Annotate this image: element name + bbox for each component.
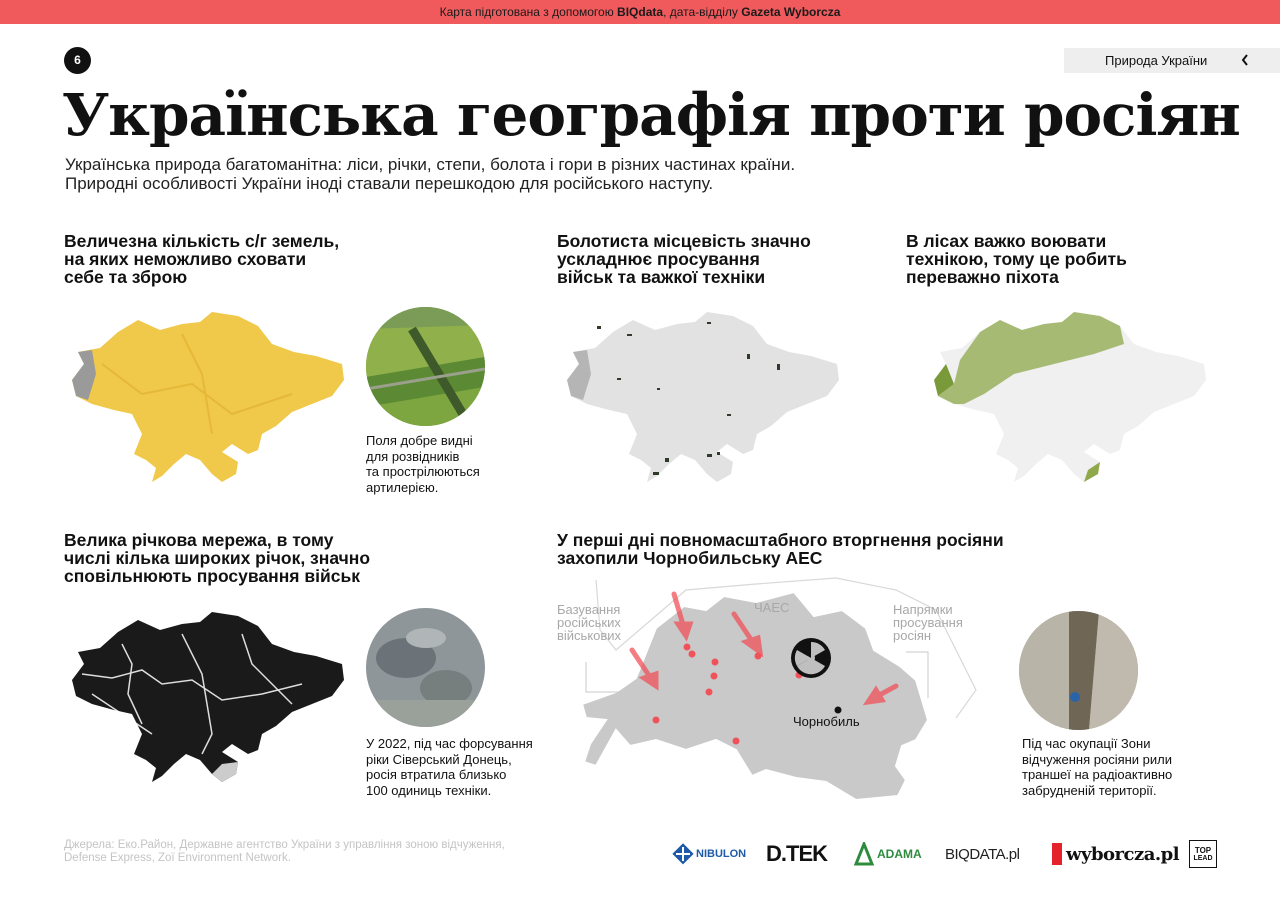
biqdata-logo: BIQDATA.pl <box>945 845 1020 863</box>
banner-text: Карта підготована з допомогою <box>439 5 618 19</box>
chevron-left-icon <box>1240 53 1250 67</box>
npp-label: ЧАЕС <box>754 600 790 615</box>
trench-caption: Під час окупації Зони відчуження росіяни рили траншеї на радіоактивно забрудненій території. <box>1022 736 1173 798</box>
radiation-icon <box>791 638 831 678</box>
fields-caption: Поля добре видні для розвідників та прострілюються артилерією. <box>366 433 480 495</box>
toplead-logo: TOP LEAD <box>1189 840 1217 868</box>
adama-icon <box>854 842 874 866</box>
nibulon-icon <box>672 843 694 865</box>
intro-line: Природні особливості України іноді ставали перешкодою для російського наступу. <box>65 174 714 193</box>
nibulon-logo: NIBULON <box>672 840 746 868</box>
banner-brand-biqdata: BIQdata <box>617 5 664 19</box>
rivers-photo <box>366 608 485 727</box>
forests-heading: В лісах важко воювати технікою, тому це робить переважно піхота <box>906 231 1127 287</box>
nav-label: Природа України <box>1105 53 1208 68</box>
wyborcza-mark <box>1052 843 1062 865</box>
fields-photo <box>366 307 485 426</box>
wyborcza-logo: wyborcza.pl <box>1052 840 1179 868</box>
rivers-heading: Велика річкова мережа, в тому числі кілька широких річок, значно сповільнюють просування військ <box>64 530 371 586</box>
swamps-map <box>556 304 848 494</box>
intro-text <box>65 155 795 193</box>
sources-text: Джерела: Еко.Район, Державне агентство України з управління зоною відчуження, Defense Express, Zoï Environment Network. <box>64 839 505 864</box>
dtek-logo: D.TEK <box>766 841 827 866</box>
banner-text-mid: , дата-відділу <box>663 5 742 19</box>
page-number-badge: 6 <box>64 47 91 74</box>
city-label: Чорнобиль <box>793 714 860 729</box>
directions-label: Напрямки просування росіян <box>893 602 963 643</box>
fields-heading: Величезна кількість с/г земель, на яких неможливо сховати себе та зброю <box>64 231 340 287</box>
rivers-map <box>62 604 352 794</box>
fields-map <box>62 304 352 494</box>
banner-brand-wyborcza: Gazeta Wyborcza <box>741 5 841 19</box>
chernobyl-heading: У перші дні повномасштабного вторгнення росіяни захопили Чорнобильську АЕС <box>557 530 1004 568</box>
bases-label: Базування російських військових <box>557 602 622 643</box>
forests-map <box>924 304 1214 494</box>
rivers-caption: У 2022, під час форсування ріки Сіверський Донець, росія втратила близько 100 одиниць техніки. <box>366 736 533 798</box>
trench-photo <box>1019 611 1138 730</box>
nav-back-button[interactable] <box>1064 48 1280 73</box>
intro-line: Українська природа багатоманітна: ліси, річки, степи, болота і гори в різних частинах країни. <box>65 155 796 174</box>
page-title: Українська географія проти росіян <box>62 81 1240 149</box>
top-banner <box>0 0 1280 24</box>
swamps-heading: Болотиста місцевість значно ускладнює просування військ та важкої техніки <box>557 231 811 287</box>
adama-logo: ADAMA <box>854 840 922 868</box>
